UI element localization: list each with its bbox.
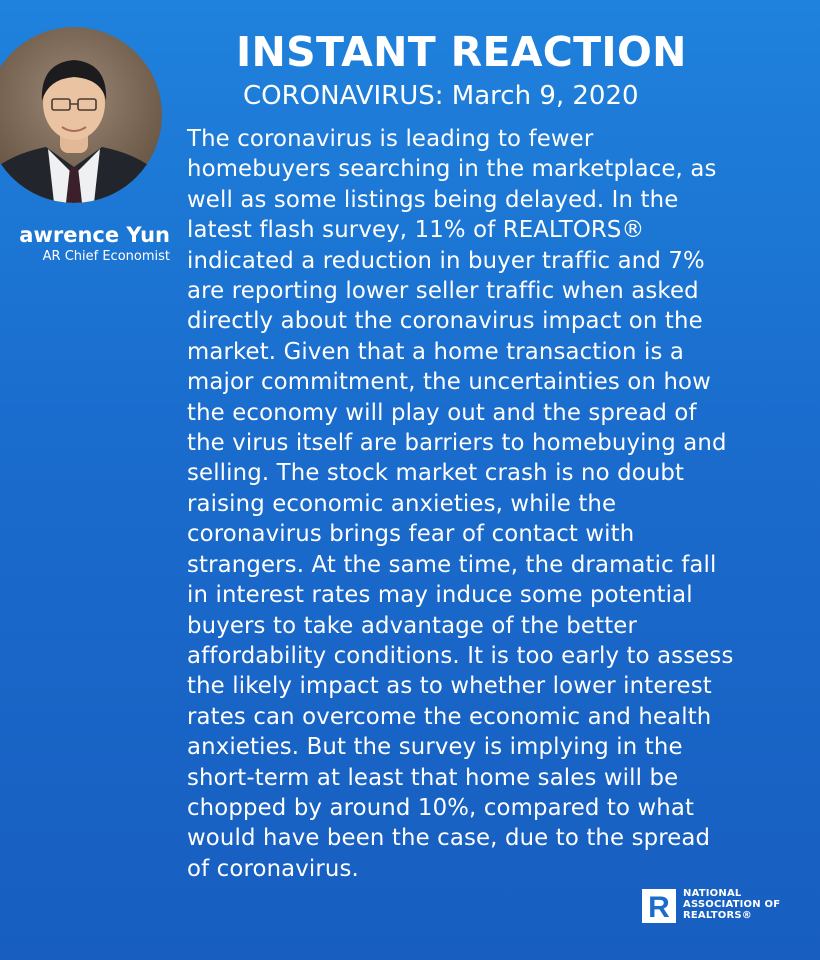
page-title: INSTANT REACTION [236, 28, 687, 76]
body-line: would have been the case, due to the spread [187, 825, 711, 852]
logo-text [683, 888, 809, 921]
body-line: well as some listings being delayed. In the [187, 186, 679, 213]
body-line: homebuyers searching in the marketplace, as [187, 156, 717, 183]
body-line: the likely impact as to whether lower interest [187, 673, 712, 700]
logo-line: NATIONAL [683, 888, 742, 899]
body-line: selling. The stock market crash is no doubt [187, 460, 685, 487]
logo-line: ASSOCIATION OF [683, 899, 781, 910]
author-role: AR Chief Economist [42, 249, 170, 264]
body-line: directly about the coronavirus impact on the [187, 308, 703, 335]
body-line: buyers to take advantage of the better [187, 612, 637, 639]
logo-line: REALTORS® [683, 910, 753, 921]
portrait-icon [0, 27, 162, 203]
author-name: awrence Yun [19, 223, 170, 247]
body-line: major commitment, the uncertainties on how [187, 369, 711, 396]
body-line: coronavirus brings fear of contact with [187, 521, 635, 548]
body-line: rates can overcome the economic and health [187, 703, 712, 730]
body-line: strangers. At the same time, the dramatic fall [187, 551, 717, 578]
nar-logo [641, 886, 811, 928]
body-line: are reporting lower seller traffic when asked [187, 278, 699, 305]
body-line: market. Given that a home transaction is a [187, 338, 684, 365]
body-line: anxieties. But the survey is implying in the [187, 734, 683, 761]
body-line: the economy will play out and the spread of [187, 399, 697, 426]
body-line: short-term at least that home sales will be [187, 764, 679, 791]
body-line: of coronavirus. [187, 855, 359, 882]
article-body [187, 124, 802, 884]
body-line: latest flash survey, 11% of REALTORS® [187, 217, 645, 244]
body-line: chopped by around 10%, compared to what [187, 794, 695, 821]
body-line: The coronavirus is leading to fewer [187, 126, 594, 152]
realtor-r-letter: R [648, 891, 670, 924]
body-line: affordability conditions. It is too early to assess [187, 642, 734, 669]
portrait-photo [0, 27, 162, 203]
page-subtitle: CORONAVIRUS: March 9, 2020 [243, 81, 639, 111]
body-line: in interest rates may induce some potential [187, 582, 693, 609]
realtor-r-icon [641, 888, 677, 924]
body-line: the virus itself are barriers to homebuying and [187, 430, 727, 457]
body-line: raising economic anxieties, while the [187, 490, 617, 517]
body-line: indicated a reduction in buyer traffic and 7% [187, 247, 705, 274]
